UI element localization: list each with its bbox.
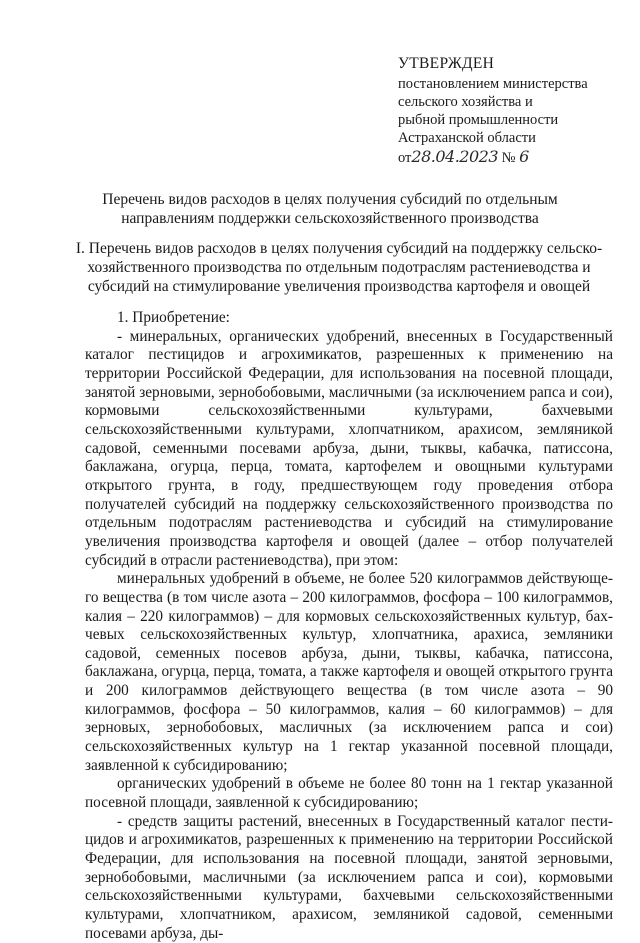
approval-line: Астраханской области: [398, 130, 536, 146]
body-paragraph: - минеральных, органических удобрений, внесенных в Государственный каталог пестицидов и агрохимикатов, разрешенных к применению на территории Российской Федерации, для использования на посевной площади, занятой зерновыми, зернобобовыми, масличными (за исключением рапса и сои), кормовыми сельскохозяйственными культурами, бахчевыми сельскохозяйственными культурами, хлопчатником, арахисом, земляникой садовой, семенными посевами арбуза, дыни, тыквы, кабачка, патиссона, баклажана, огурца, перца, томата, картофелем и овощными культурами открытого грунта, в году, предшествующем году проведения отбора получателей субсидий на поддержку сельскохозяйственного производства по отдельным подотраслям растениеводства и субсидий на стимулирование увеличения производства картофеля и овощей (далее – отбор получателей субсидий в отрасли растениеводства), при этом:: [85, 327, 613, 569]
body-paragraph: - средств защиты растений, внесенных в Государственный каталог пестицидов и агрохимикатов, разрешенных к применению на территории Российской Федерации, для использования на посевной площади, занятой зерновыми, зернобобовыми, масличными (за исключением рапса и сои), кормовыми сельскохозяйственными культурами, бахчевыми сельскохозяйственными культурами, хлопчатником, арахисом, земляникой садовой, семенными посевами арбуза, ды-: [85, 812, 613, 942]
approval-line: сельского хозяйства и: [398, 94, 533, 110]
number-label: №: [501, 150, 516, 166]
body-paragraph: 1. Приобретение:: [117, 309, 230, 326]
document-body: [85, 309, 613, 943]
date-prefix: от: [398, 150, 412, 166]
approval-stamp-block: [398, 55, 628, 167]
section-heading: I. Перечень видов расходов в целях получения субсидий на поддержку сельскохозяйственного производства по отдельным подотраслям растениеводства и субсидий на стимулирование увеличения производства картофеля и овощей: [75, 240, 603, 295]
approval-line: рыбной промышленности: [398, 112, 559, 128]
body-paragraph: органических удобрений в объеме не более 80 тонн на 1 гектар указанной посевной площади, заявленной к субсидированию;: [85, 775, 613, 812]
body-paragraph: минеральных удобрений в объеме, не более 520 килограммов действующего вещества (в том числе азота – 200 килограммов, фосфора – 100 килограммов, калия – 220 килограммов) – для кормовых сельскохозяйственных культур, бахчевых сельскохозяйственных культур, хлопчатника, арахиса, земляники садовой, семенных посевов арбуза, дыни, тыквы, кабачка, патиссона, баклажана, огурца, перца, томата, а также картофеля и овощей открытого грунта и 200 килограммов действующего вещества (в том числе азота – 90 килограммов, фосфора – 50 килограммов, калия – 60 килограммов) – для зерновых, зернобобовых, масличных (за исключением рапса и сои) сельскохозяйственных культур на 1 гектар указанной посевной площади, заявленной к субсидированию;: [85, 570, 613, 774]
approval-line: постановлением министерства: [398, 76, 588, 92]
document-title: Перечень видов расходов в целях получения субсидий по отдельным направлениям поддержки сельскохозяйственного производства: [102, 191, 558, 227]
handwritten-number: 6: [519, 147, 529, 166]
handwritten-date: 28.04.2023: [411, 147, 499, 166]
approval-date-line: [398, 148, 628, 167]
approval-heading: УТВЕРЖДЕН: [398, 55, 495, 72]
